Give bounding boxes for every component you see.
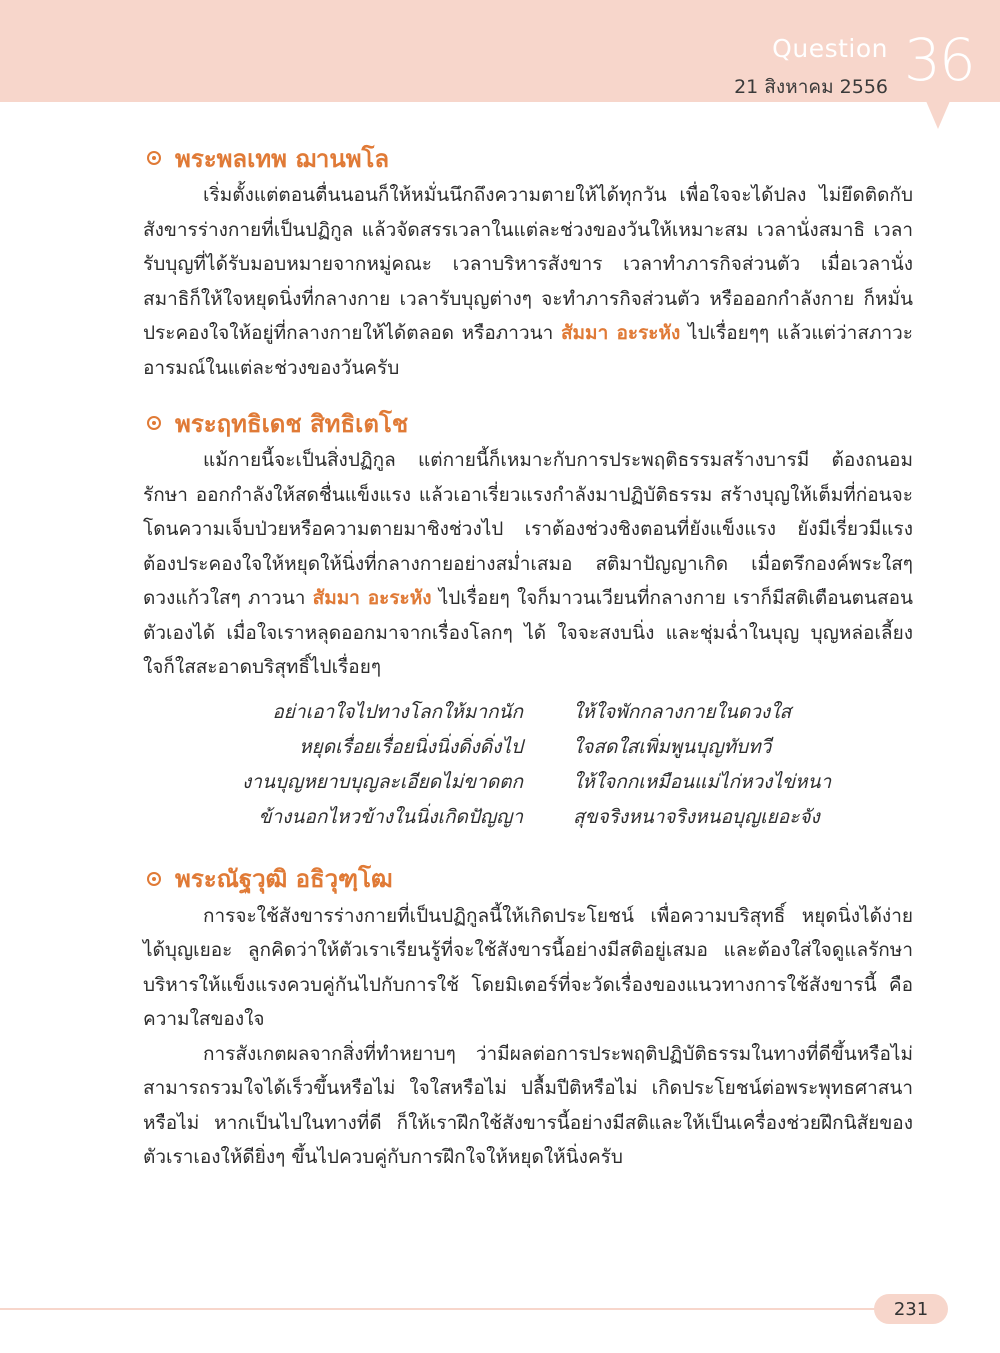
mantra-highlight: สัมมา อะระหัง — [312, 587, 432, 609]
section-title-text: พระพลเทพ ฌานพโล — [175, 144, 390, 173]
question-date: 21 สิงหาคม 2556 — [734, 76, 888, 98]
section-title-text: พระฤทธิเดช สิทธิเตโช — [175, 409, 409, 438]
question-label: Question — [772, 34, 888, 63]
poem-line: ข้างนอกไหวข้างในนิ่งเกิดปัญญา — [258, 805, 523, 828]
bullet-icon — [147, 416, 161, 430]
footer-line — [0, 1308, 875, 1310]
section-title — [143, 859, 913, 899]
poem — [143, 695, 913, 835]
paragraph-text: เริ่มตั้งแต่ตอนตื่นนอนก็ให้หมั่นนึกถึงความตายให้ได้ทุกวัน เพื่อใจจะได้ปลง ไม่ยึดติดกับสังขารร่างกายที่เป็นปฏิกูล แล้วจัดสรรเวลาในแต่ละช่วงของวันให้เหมาะสม เวลานั่งสมาธิ เวลารับบุญที่ได้รับมอบหมายจากหมู่คณะ เวลาบริหารสังขาร เวลาทำภารกิจส่วนตัว เมื่อเวลานั่งสมาธิก็ให้ใจหยุดนิ่งที่กลางกาย เวลารับบุญต่างๆ จะทำภารกิจส่วนตัว หรือออกกำลังกาย ก็หมั่นประคองใจให้อยู่ที่กลางกายให้ได้ตลอด หรือภาวนา — [143, 184, 913, 344]
poem-line: สุขจริงหนาจริงหนอบุญเยอะจัง — [573, 805, 820, 828]
paragraph-text: ไปเรื่อยๆๆ แล้วแต่ว่าสภาวะอารมณ์ในแต่ละช่วงของวันครับ — [143, 322, 914, 379]
bullet-icon — [147, 872, 161, 886]
paragraph-text: แม้กายนี้จะเป็นสิ่งปฏิกูล แต่กายนี้ก็เหมาะกับการประพฤติธรรมสร้างบารมี ต้องถนอม รักษา ออกกำลังให้สดชื่นแข็งแรง แล้วเอาเรี่ยวแรงกำลังมาปฏิบัติธรรม สร้างบุญให้เต็มที่ก่อนจะโดนความเจ็บป่วยหรือความตายมาชิงช่วงไป เราต้องช่วงชิงตอนที่ยังแข็งแรง ยังมีเรี่ยวมีแรง ต้องประคองใจให้หยุดให้นิ่งที่กลางกายอย่างสม่ำเสมอ สติมาปัญญาเกิด เมื่อตรึกองค์พระใสๆ ดวงแก้วใสๆ ภาวนา — [143, 449, 913, 609]
poem-line: หยุดเรื่อยเรื่อยนิ่งนิ่งดิ่งดิ่งไป — [299, 735, 523, 758]
page-number: 231 — [874, 1294, 948, 1324]
paragraph — [143, 1037, 913, 1175]
poem-line: ให้ใจกกเหมือนแม่ไก่หวงไข่หนา — [573, 770, 832, 793]
paragraph-text: การสังเกตผลจากสิ่งที่ทำหยาบๆ ว่ามีผลต่อการประพฤติปฏิบัติธรรมในทางที่ดีขึ้นหรือไม่ สามารถรวมใจได้เร็วขึ้นหรือไม่ ใจใสหรือไม่ ปลื้มปีติหรือไม่ เกิดประโยชน์ต่อพระพุทธศาสนาหรือไม่ หากเป็นไปในทางที่ดี ก็ให้เราฝึกใช้สังขารนี้อย่างมีสติและให้เป็นเครื่องช่วยฝึกนิสัยของตัวเราเองให้ดียิ่งๆ ขึ้นไปควบคู่กับการฝึกใจให้หยุดให้นิ่งครับ — [143, 1042, 913, 1168]
bullet-icon — [147, 151, 161, 165]
poem-line: ใจสดใสเพิ่มพูนบุญทับทวี — [573, 735, 772, 758]
page-content — [143, 138, 913, 1175]
section-title — [143, 138, 913, 178]
paragraph — [143, 178, 913, 385]
poem-line: งานบุญหยาบบุญละเอียดไม่ขาดตก — [242, 770, 523, 793]
poem-line: อย่าเอาใจไปทางโลกให้มากนัก — [272, 700, 523, 723]
section-title-text: พระณัฐวุฒิ อธิวุฑฺโฒ — [175, 865, 393, 893]
section-title — [143, 403, 913, 443]
mantra-highlight: สัมมา อะระหัง — [560, 322, 681, 344]
paragraph — [143, 443, 913, 685]
paragraph — [143, 899, 913, 1037]
header-pointer — [926, 101, 950, 129]
paragraph-text: การจะใช้สังขารร่างกายที่เป็นปฏิกูลนี้ให้เกิดประโยชน์ เพื่อความบริสุทธิ์ หยุดนิ่งได้ง่าย ได้บุญเยอะ ลูกคิดว่าให้ตัวเราเรียนรู้ที่จะใช้สังขารนี้อย่างมีสติอยู่เสมอ และต้องใส่ใจดูแลรักษาบริหารให้แข็งแรงควบคู่กันไปกับการใช้ โดยมิเตอร์ที่จะวัดเรื่องของแนวทางการใช้สังขารนี้ คือความใสของใจ — [143, 904, 913, 1030]
poem-line: ให้ใจพักกลางกายในดวงใส — [573, 700, 792, 723]
paragraph-text: ไปเรื่อยๆ ใจก็มาวนเวียนที่กลางกาย เราก็มีสติเตือนตนสอนตัวเองได้ เมื่อใจเราหลุดออกมาจากเรื่องโลกๆ ได้ ใจจะสงบนิ่ง และชุ่มฉ่ำในบุญ บุญหล่อเลี้ยง ใจก็ใสสะอาดบริสุทธิ์ไปเรื่อยๆ — [143, 587, 913, 678]
question-number: 36 — [904, 26, 974, 94]
